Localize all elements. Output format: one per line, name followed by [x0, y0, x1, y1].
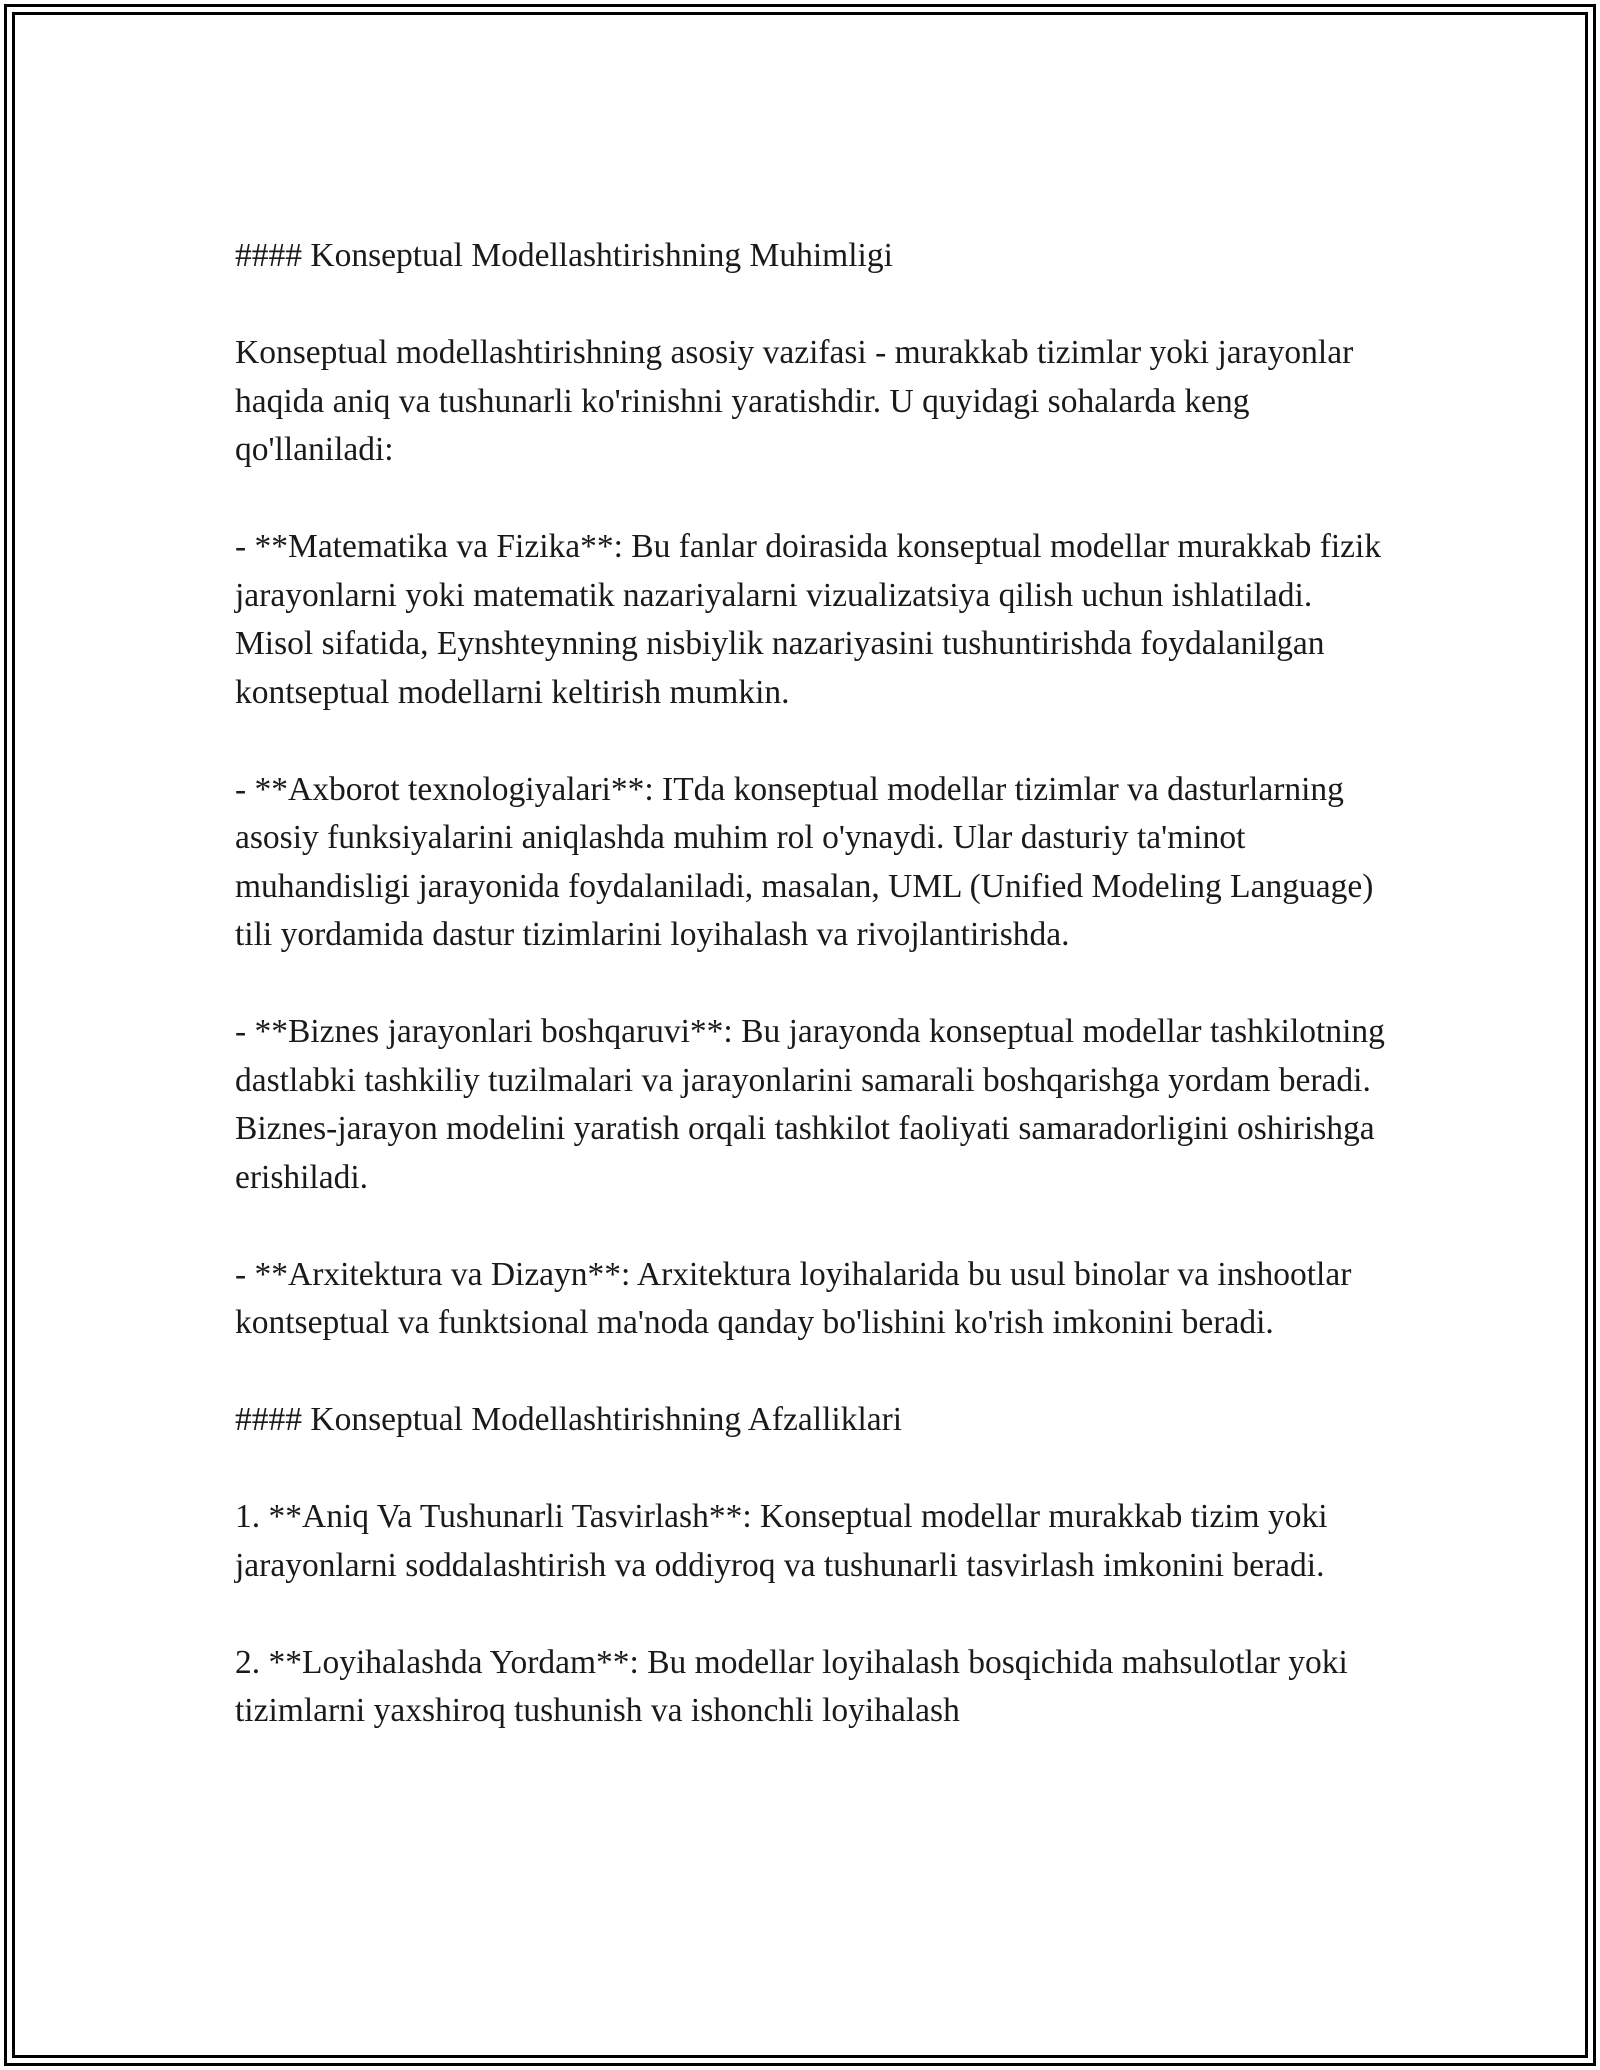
list-item-business: - **Biznes jarayonlari boshqaruvi**: Bu jarayonda konseptual modellar tashkilotning dastlabki tashkiliy tuzilmalari va jarayonlarini samarali boshqarishga yordam beradi. Biznes-jarayon modelini yaratish orqali tashkilot faoliyati samaradorligini oshirishga erishiladi.	[235, 1013, 1385, 1196]
numbered-item-1: 1. **Aniq Va Tushunarli Tasvirlash**: Konseptual modellar murakkab tizim yoki jarayonlarni soddalashtirish va oddiyroq va tushunarli tasvirlash imkonini beradi.	[235, 1498, 1328, 1584]
list-item-math-physics: - **Matematika va Fizika**: Bu fanlar doirasida konseptual modellar murakkab fizik jarayonlarni yoki matematik nazariyalarni vizualizatsiya qilish uchun ishlatiladi. Misol sifatida, Eynshteynning nisbiylik nazariyasini tushuntirishda foydalanilgan kontseptual modellarni keltirish mumkin.	[235, 528, 1382, 711]
document-body	[235, 232, 1385, 1736]
section-heading-advantages: #### Konseptual Modellashtirishning Afzalliklari	[235, 1401, 903, 1438]
list-item-architecture: - **Arxitektura va Dizayn**: Arxitektura loyihalarida bu usul binolar va inshootlar kontseptual va funktsional ma'noda qanday bo'lishini ko'rish imkonini beradi.	[235, 1255, 1352, 1341]
numbered-item-2: 2. **Loyihalashda Yordam**: Bu modellar loyihalash bosqichida mahsulotlar yoki tizimlarni yaxshiroq tushunish va ishonchli loyihalash	[235, 1643, 1348, 1729]
list-item-it: - **Axborot texnologiyalari**: ITda konseptual modellar tizimlar va dasturlarning asosiy funksiyalarini aniqlashda muhim rol o'ynaydi. Ular dasturiy ta'minot muhandisligi jarayonida foydalaniladi, masalan, UML (Unified Modeling Language) tili yordamida dastur tizimlarini loyihalash va rivojlantirishda.	[235, 770, 1374, 953]
intro-paragraph: Konseptual modellashtirishning asosiy vazifasi - murakkab tizimlar yoki jarayonlar haqida aniq va tushunarli ko'rinishni yaratishdir. U quyidagi sohalarda keng qo'llaniladi:	[235, 334, 1354, 468]
section-heading-importance: #### Konseptual Modellashtirishning Muhimligi	[235, 237, 893, 274]
